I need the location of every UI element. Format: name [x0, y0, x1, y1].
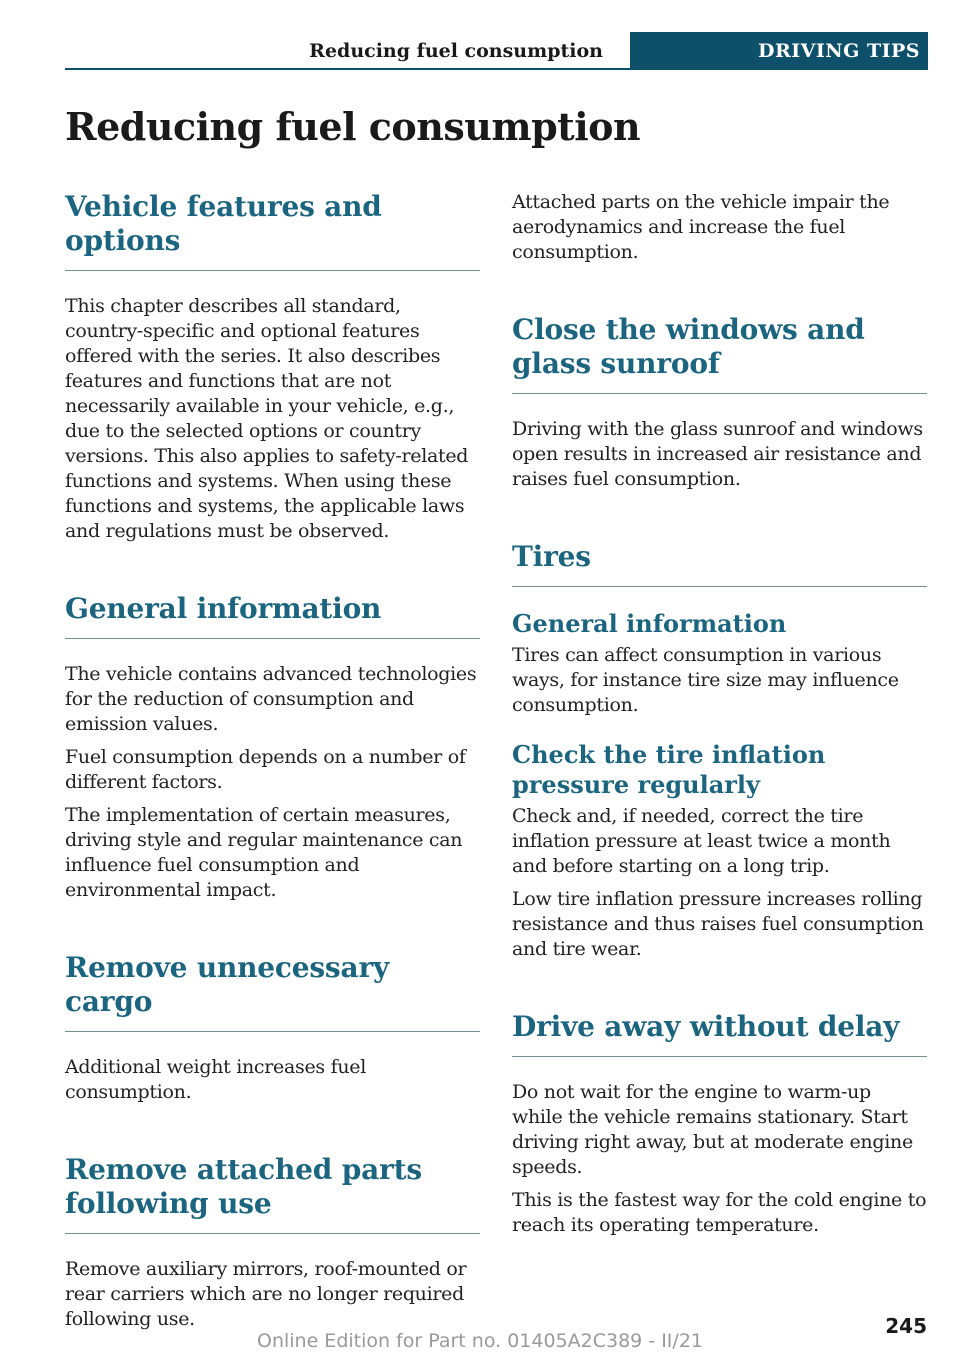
page-number: 245: [885, 1314, 927, 1338]
paragraph: Do not wait for the engine to warm-up while the vehicle remains stationary. Start driving right away, but at moderate engine speeds.: [512, 1081, 913, 1178]
paragraph: Additional weight increases fuel consumption.: [65, 1056, 366, 1103]
header-rule: [65, 68, 928, 70]
paragraph: Fuel consumption depends on a number of different factors.: [65, 746, 466, 793]
paragraph: This is the fastest way for the cold engine to reach its operating temperature.: [512, 1189, 927, 1236]
heading-vehicle-features: Vehicle features and options: [65, 190, 480, 271]
paragraph: Remove auxiliary mirrors, roof-mounted or rear carriers which are no longer required following use.: [65, 1258, 467, 1330]
heading-remove-cargo: Remove unnecessary cargo: [65, 951, 480, 1032]
running-header: [65, 32, 928, 70]
heading-general-information: General information: [65, 592, 480, 639]
paragraph: Tires can affect consumption in various ways, for instance tire size may influence consumption.: [512, 644, 899, 716]
paragraph: Check and, if needed, correct the tire inflation pressure at least twice a month and before starting on a long trip.: [512, 805, 891, 877]
edition-footer: Online Edition for Part no. 01405A2C389 - II/21: [256, 1330, 703, 1352]
heading-remove-attached-parts: Remove attached parts following use: [65, 1153, 480, 1234]
paragraph: Attached parts on the vehicle impair the aerodynamics and increase the fuel consumption.: [512, 191, 890, 263]
right-column: [512, 190, 927, 1238]
heading-drive-away: Drive away without delay: [512, 1010, 927, 1057]
paragraph: The vehicle contains advanced technologies for the reduction of consumption and emission values.: [65, 663, 477, 735]
paragraph: Low tire inflation pressure increases rolling resistance and thus raises fuel consumption and tire wear.: [512, 888, 924, 960]
heading-tires: Tires: [512, 540, 927, 587]
page-title: Reducing fuel consumption: [65, 104, 641, 149]
header-chapter-tab: DRIVING TIPS: [630, 32, 928, 70]
heading-close-windows: Close the windows and glass sunroof: [512, 313, 927, 394]
paragraph: The implementation of certain measures, driving style and regular maintenance can influence fuel consumption and environmental impact.: [65, 804, 463, 901]
left-column: [65, 190, 480, 1332]
paragraph: This chapter describes all standard, country-specific and optional features offered with the series. It also describes features and functions that are not necessarily available in your vehicle, e.g., due to the selected options or country versions. This also applies to safety-related functions and systems. When using these functions and systems, the applicable laws and regulations must be observed.: [65, 295, 469, 542]
subheading-general-information: General information: [512, 609, 787, 638]
header-section-title: Reducing fuel consumption: [309, 40, 603, 62]
paragraph: Driving with the glass sunroof and windows open results in increased air resistance and raises fuel consumption.: [512, 418, 923, 490]
subheading-check-tire-pressure: Check the tire inflation pressure regularly: [512, 740, 826, 799]
